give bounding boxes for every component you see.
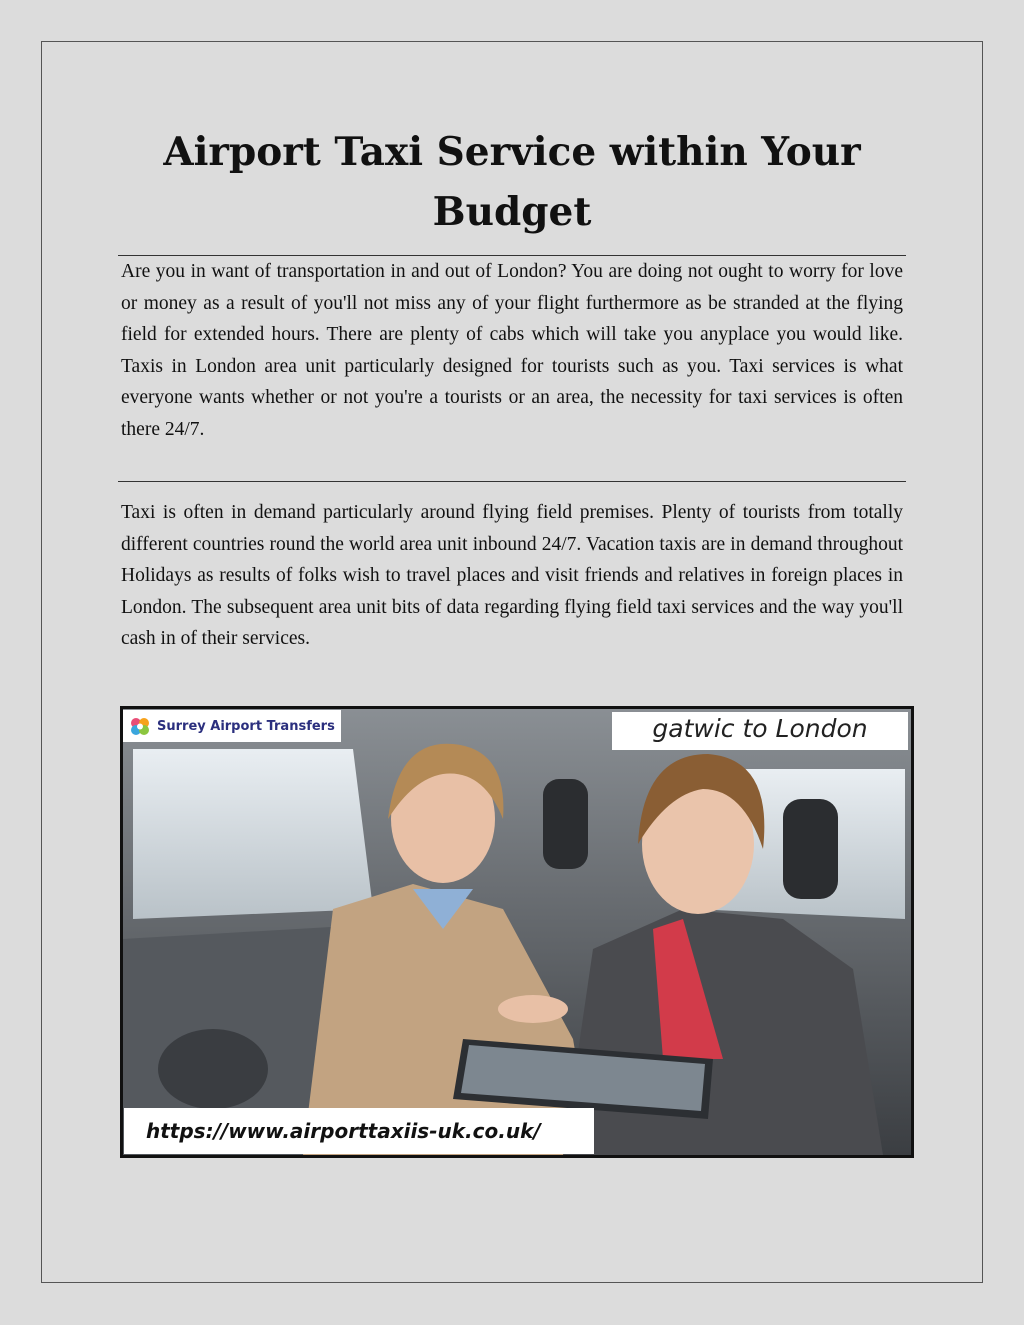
- page-title: [0, 122, 1024, 242]
- brand-name: Surrey Airport Transfers: [157, 718, 335, 734]
- taxi-photo: [120, 706, 914, 1158]
- title-line-2: Budget: [432, 189, 592, 235]
- flower-logo-icon: [129, 715, 151, 737]
- paragraph-1: Are you in want of transportation in and out of London? You are doing not ought to worry for love or money as a result of you'll not miss any of your flight furthermore as be stranded at the flying field for extended hours. There are plenty of cabs which will take you anyplace you would like. Taxis in London area unit particularly designed for tourists such as you. Taxi services is what everyone wants whether or not you're a tourists or an area, the necessity for taxi services is often there 24/7.: [121, 261, 903, 440]
- paragraph-2: Taxi is often in demand particularly around flying field premises. Plenty of tourists from totally different countries round the world area unit inbound 24/7. Vacation taxis are in demand throughout Holidays as results of folks wish to travel places and visit friends and relatives in foreign places in London. The subsequent area unit bits of data regarding flying field taxi services and the way you'll cash in of their services.: [121, 502, 903, 649]
- middle-divider: [118, 481, 906, 482]
- brand-logo: [123, 710, 341, 742]
- website-url: https://www.airporttaxiis-uk.co.uk/: [124, 1108, 594, 1154]
- route-caption: gatwic to London: [612, 712, 908, 750]
- title-line-1: Airport Taxi Service within Your: [163, 129, 861, 175]
